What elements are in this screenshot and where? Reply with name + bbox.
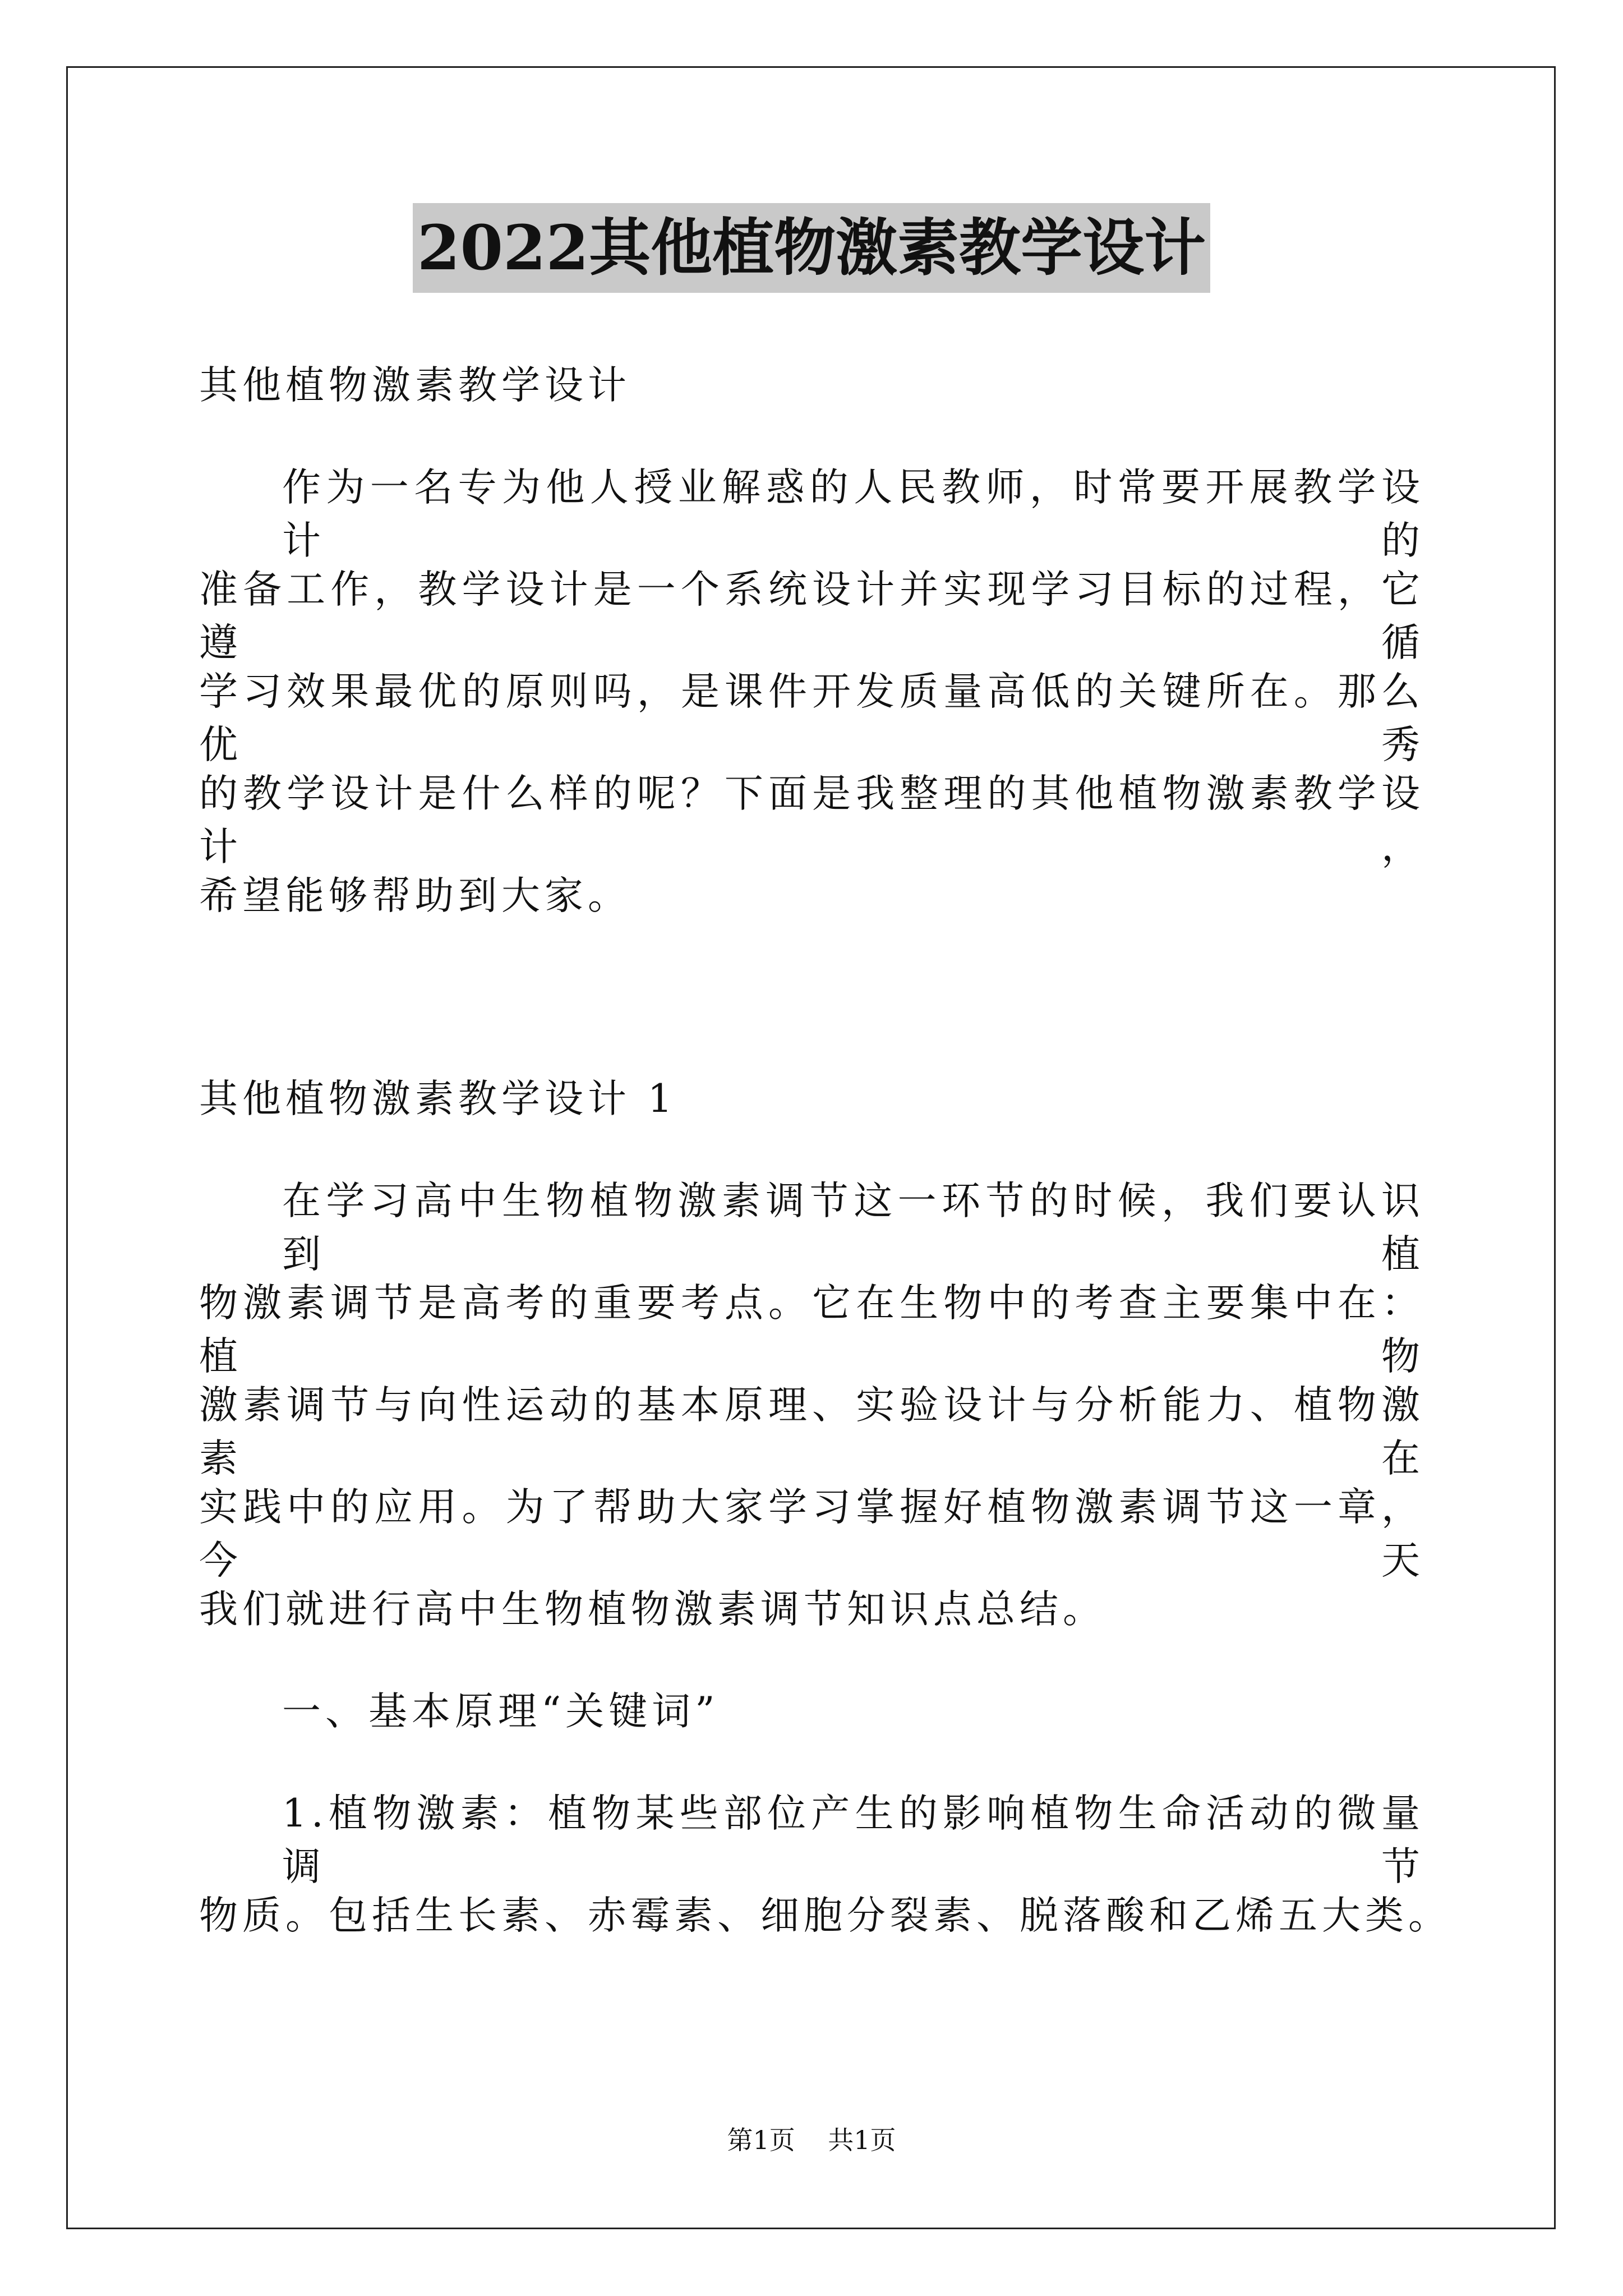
section-heading: 其他植物激素教学设计 1 (199, 1076, 677, 1121)
page-total: 共1页 (828, 2125, 896, 2155)
document-title: 2022其他植物激素教学设计 (413, 203, 1210, 293)
point-heading: 一、基本原理“关键词” (282, 1689, 720, 1734)
section-line: 物激素调节是高考的重要考点。它在生物中的考查主要集中在：植物 (199, 1281, 1424, 1379)
section-line: 我们就进行高中生物植物激素调节知识点总结。 (199, 1587, 1106, 1632)
title-container (0, 203, 1623, 293)
intro-line: 学习效果最优的原则吗，是课件开发质量高低的关键所在。那么优秀 (199, 669, 1424, 767)
intro-line: 准备工作，教学设计是一个系统设计并实现学习目标的过程，它遵循 (199, 567, 1424, 665)
section-line: 激素调节与向性运动的基本原理、实验设计与分析能力、植物激素在 (199, 1383, 1424, 1481)
subtitle: 其他植物激素教学设计 (199, 363, 631, 408)
page-number: 第1页 (727, 2125, 795, 2155)
section-line: 在学习高中生物植物激素调节这一环节的时候，我们要认识到植 (282, 1179, 1424, 1277)
intro-line: 希望能够帮助到大家。 (199, 873, 631, 918)
point-line: 物质。包括生长素、赤霉素、细胞分裂素、脱落酸和乙烯五大类。 (199, 1893, 1451, 1938)
point-line: 1.植物激素：植物某些部位产生的影响植物生命活动的微量调节 (282, 1791, 1424, 1889)
section-line: 实践中的应用。为了帮助大家学习掌握好植物激素调节这一章，今天 (199, 1485, 1424, 1583)
intro-line: 的教学设计是什么样的呢？下面是我整理的其他植物激素教学设计， (199, 771, 1424, 869)
intro-line: 作为一名专为他人授业解惑的人民教师，时常要开展教学设计的 (282, 465, 1424, 563)
page-footer (0, 2123, 1623, 2157)
